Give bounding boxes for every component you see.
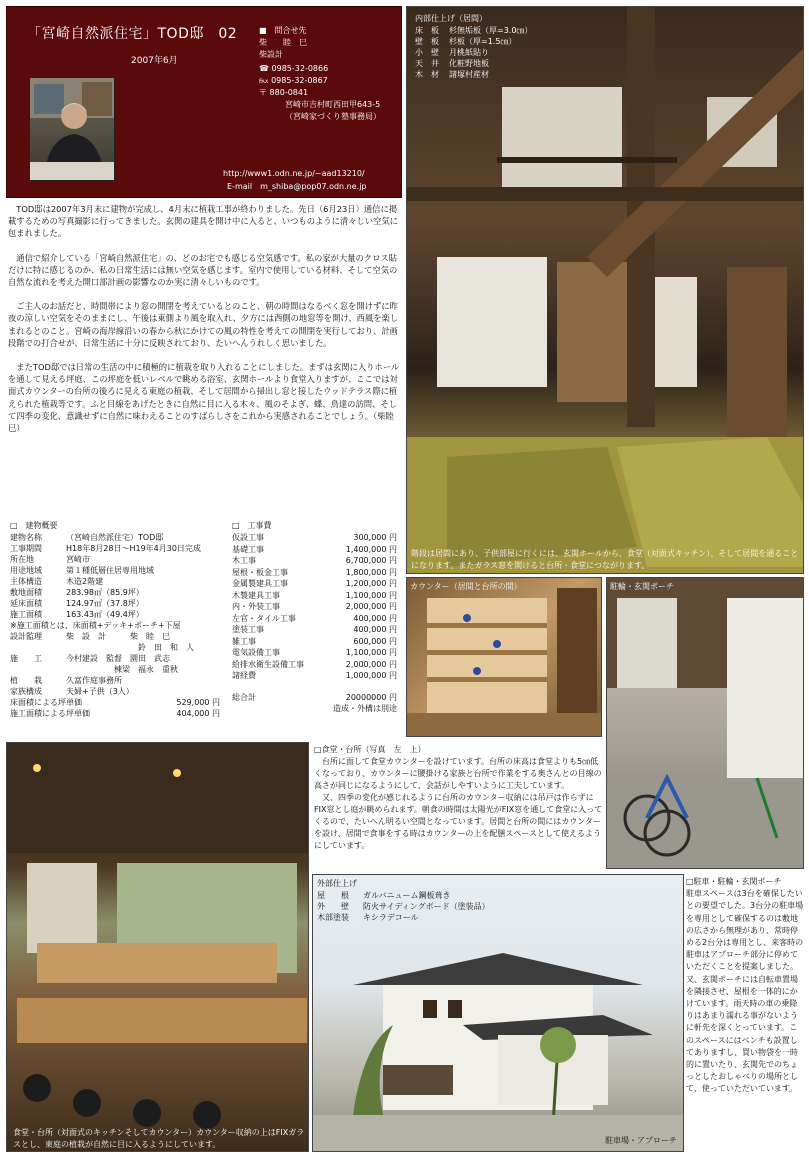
intro-paragraph-3: ご主人のお話だと、時間帯により窓の開閉を考えているとのこと、朝の時間はなるべく窓を開けずに昨夜の涼しい空気をそのままにし、午後は東側より風を取入れ、夕方には西側の地窓等を開け、西風を楽しまれるとのこと。宮崎の海岸線沿いの春から秋にかけての風の特性を考えての開閉を実行しており、計画段階での打合せが、日常生活に十分に反映されており、たいへんうれしく思いました。 (8, 301, 399, 348)
exterior-table (317, 890, 490, 923)
row-value: 第１種低層住居専用地域 (66, 566, 154, 575)
table-row (232, 613, 397, 625)
row-key: 所在地 (10, 555, 34, 564)
row-value: 1,200,000 円 (345, 579, 397, 588)
postal-icon: 〒 (259, 88, 270, 97)
total-value: 20000000 円 (345, 692, 397, 702)
exterior-heading: 外部仕上げ (317, 879, 357, 888)
counter-photo (406, 577, 602, 737)
exterior-finish (317, 878, 567, 923)
row-value: 防火サイディングボード（塗装品） (363, 902, 490, 911)
table-row (232, 659, 397, 671)
row-key: 給排水衛生設備工事 (232, 659, 304, 669)
table-row (415, 25, 532, 36)
credit-key: 家族構成 (10, 687, 42, 696)
intro-paragraph-2: 通信で紹介している「宮崎自然派住宅」の、どのお宅でも感じる空気感です。私の家が大量のクロス貼だけに特に感じるのか、私の日常生活には無い空気を感じます。室内で使用している材料、そして空気の自然な流れを考えた開口部計画の影響なのか実に清々しいものです。 (8, 252, 398, 288)
entry-caption: 駐輪・玄関ポーチ (610, 582, 674, 591)
dining-text (314, 744, 603, 852)
costs-total (232, 692, 397, 715)
row-value: 163.43㎡（49.4坪） (66, 610, 144, 619)
overview-table (10, 532, 201, 620)
table-row (232, 624, 397, 636)
row-value: 宮崎市 (66, 555, 90, 564)
row-key: 左官・タイル工事 (232, 613, 296, 623)
unit-price-table (10, 697, 220, 719)
row-key: 延床面積 (10, 599, 42, 608)
total-label: 総合計 (232, 692, 256, 702)
dining-caption: 食堂・台所（対面式のキッチンそしてカウンター）カウンター収納の上はFIXガラスとし、東庭の植栽が自然に目に入るようにしています。 (13, 1128, 305, 1149)
table-row (317, 901, 490, 912)
row-key: 建物名称 (10, 533, 42, 542)
row-value: 月桃紙貼り (449, 48, 489, 57)
row-value: 1,000,000 円 (345, 671, 397, 680)
table-row (415, 69, 532, 80)
row-key: 用途地域 (10, 566, 42, 575)
dining-photo (6, 742, 309, 1152)
interior-heading: 内部仕上げ（居間） (415, 14, 487, 23)
row-key: 主体構造 (10, 577, 42, 586)
intro-paragraph-1: TOD邸は2007年3月末に建物が完成し、4月末に植栽工事が終わりました。先日（6月23日）通信に掲載するための写真撮影に行ってきました。玄関の建具を開け中に入ると、いつものように清々しい空気に包まれました。 (8, 204, 398, 239)
fax-icon: ℻ (259, 76, 272, 85)
row-key: 天 井 (415, 59, 439, 68)
exterior-caption: 駐車場・アプローチ (605, 1136, 677, 1145)
table-row (10, 576, 201, 587)
row-value: 1,800,000 円 (345, 567, 397, 577)
table-row (232, 647, 397, 659)
credit-value: 夫婦+子供（3人） (66, 687, 134, 696)
credit-key: 植 栽 (10, 676, 42, 685)
counter-image (407, 578, 602, 737)
contact-heading: ■ 問合せ先 (259, 26, 307, 35)
costs-table (232, 532, 397, 682)
costs-note: 造成・外構は別途 (333, 704, 397, 713)
row-key: 壁 板 (415, 37, 439, 46)
row-key: 塗装工事 (232, 625, 264, 634)
contact-info (259, 25, 399, 123)
credit-key: 設計監理 (10, 632, 42, 641)
credit-value: 鈴 田 和 人 (66, 643, 194, 652)
credits-table (10, 631, 194, 697)
overview-heading: □ 建物概要 (10, 521, 58, 530)
row-key: 施工面積 (10, 610, 42, 619)
row-key: 木工事 (232, 556, 256, 565)
credit-value: 棟梁 福永 重秋 (66, 665, 178, 674)
table-row (232, 636, 397, 648)
parking-heading: □駐車・駐輪・玄関ポーチ (686, 877, 782, 886)
table-row (10, 587, 201, 598)
issue-date: 2007年6月 (131, 56, 178, 66)
table-row (10, 598, 201, 609)
phone-icon: ☎ (259, 64, 272, 73)
row-value: 600,000 円 (353, 636, 397, 646)
table-row (232, 532, 397, 544)
parking-text (686, 876, 804, 1096)
living-room-photo (406, 6, 804, 574)
table-row (232, 555, 397, 567)
row-value: H18年8月28日～H19年4月30日完成 (66, 544, 201, 553)
row-key: 床 板 (415, 26, 439, 35)
table-row (232, 590, 397, 602)
row-key: 内・外装工事 (232, 602, 280, 611)
dining-paragraph-2: 又、四季の変化が感じれるように台所のカウンター収納には吊戸は作らずにFIX窓とし庭が眺められます。朝食の時間は太陽光がFIX窓を通して食堂に入ってくるので、たいへん明るい空間となっています。居間と台所の間にはカウンターを設け、居間で食事をする時はカウンターの上を配膳スペースとして使えるようにしています。 (314, 793, 603, 850)
credit-value: 久富作庭事務所 (66, 676, 122, 685)
living-room-caption: 階段は居間にあり、子供部屋に行くには、玄関ホールから、食堂（対面式キッチン）、そして居間を通ることになります。またガラス窓を開けると台所・食堂につながります。 (411, 549, 799, 570)
contact-fax: 0985-32-0867 (271, 76, 328, 85)
table-row (232, 601, 397, 613)
table-row (10, 565, 201, 576)
row-key: 屋 根 (317, 891, 349, 900)
page-title: 「宮崎自然派住宅」TOD邸 02 (27, 26, 238, 42)
row-value: 木造2階建 (66, 577, 104, 586)
table-row (232, 670, 397, 682)
table-row (415, 47, 532, 58)
row-key: 諸経費 (232, 671, 256, 680)
row-key: 基礎工事 (232, 544, 264, 554)
row-value: 6,700,000 円 (345, 556, 397, 565)
contact-address: 宮崎市吉村町西田甲643-5 (285, 100, 381, 109)
counter-caption: カウンター（居間と台所の間） (410, 582, 522, 591)
row-value: 2,000,000 円 (345, 659, 397, 669)
row-value: 1,100,000 円 (345, 590, 397, 600)
row-value: 諸塚村産材 (449, 70, 489, 79)
row-value: 杉無垢板（厚=3.0㎝） (449, 26, 533, 35)
table-row (10, 609, 201, 620)
row-key: 外 壁 (317, 902, 349, 911)
table-row (232, 578, 397, 590)
intro-paragraph-4: またTOD邸では日常の生活の中に積極的に植栽を取り入れることにしました。まずは玄関に入りホールを通して見える坪庭、この坪庭を低いレベルで眺める浴室、玄関ホールより食堂入りますが、ここでは対面式カウンターの台所の後ろに見える東庭の植栽、そして居間から掃出し窓と接したウッドテラス際に植えられた植栽等です。ふと目線をあげたときに自然に目に入る木々、風のそよぎ、蝶、鳥達の訪問、そして四季の変化、意識せずに自然に味わえることのすばらしさをこれから実感されることでしょう。（柴睦巳） (8, 362, 400, 434)
row-value: 化粧野地板 (449, 59, 489, 68)
row-key: 仮設工事 (232, 533, 264, 542)
interior-finish (415, 13, 585, 80)
row-value: 1,100,000 円 (345, 648, 397, 657)
row-value: 124.97㎡（37.8坪） (66, 599, 144, 608)
parking-body: 駐車スペースは3台を確保したいとの要望でした。3台分の駐車場を専用として確保するのは敷地の広さから無理があり、常時停める2台分は専用とし、来客時の駐車はアプローチ部分に停めていただくことを提案しました。又、玄関ポーチには自転車置場を隣接させ、屋根を一体的にかけています。雨天時の車の乗降りはあまり濡れる事がないように軒先を深くとっています。このスペースにはベンチも設置してありますし、買い物袋を一時的に置いたり、玄関先でのちょっとしたおしゃべりの場所として、使っていただいています。 (686, 889, 804, 1094)
row-value: キシラデコール (363, 913, 419, 922)
table-row (10, 554, 201, 565)
row-key: 金属製建具工事 (232, 579, 288, 588)
unit-price-label: 施工面積による坪単価 (10, 709, 90, 718)
header-panel (6, 6, 402, 198)
unit-price-value: 529,000 円 (176, 698, 220, 707)
overview-note: ※施工面積とは、床面積+デッキ+ポーチ+下屋 (10, 621, 181, 630)
dining-heading: □食堂・台所（写真 左 上） (314, 745, 426, 754)
table-row (232, 567, 397, 579)
author-photo (29, 77, 115, 181)
contact-zip: 880-0841 (269, 88, 309, 97)
website-link[interactable]: http://www1.odn.ne.jp/~aad13210/ (223, 169, 365, 178)
dining-image (7, 743, 309, 1152)
credit-value: 今村建設 監督 園田 武志 (66, 654, 170, 663)
table-row (415, 58, 532, 69)
row-value: 1,400,000 円 (345, 544, 397, 554)
credit-key: 施 工 (10, 654, 42, 663)
row-value: 400,000 円 (353, 613, 397, 623)
costs-heading: □ 工事費 (232, 521, 272, 530)
dining-paragraph-1: 台所に面して食堂カウンターを設けています。台所の床高は食堂よりも5㎝低くなっており、カウンターに腰掛ける家族と台所で作業をする奥さんとの目線の高さが同じになるようにして、会話がしやすいように工夫しています。 (314, 757, 602, 790)
table-row (317, 890, 490, 901)
portrait-image (30, 78, 115, 181)
construction-costs (232, 520, 400, 715)
living-room-image (407, 7, 804, 574)
row-key: 木製建具工事 (232, 590, 280, 600)
web-contact (223, 167, 367, 193)
row-value: 2,000,000 円 (345, 602, 397, 611)
contact-tel: 0985-32-0866 (271, 64, 329, 73)
exterior-photo (312, 874, 684, 1152)
building-overview (10, 520, 225, 719)
row-key: 雑工事 (232, 636, 256, 646)
row-key: 敷地面積 (10, 588, 42, 597)
row-key: 工事期間 (10, 544, 42, 553)
table-row (10, 543, 201, 554)
entry-porch-photo (606, 577, 804, 869)
contact-name: 柴 睦 巳 (259, 38, 307, 47)
row-key: 屋根・板金工事 (232, 567, 288, 577)
table-row (317, 912, 490, 923)
credit-value: 柴 設 計 柴 睦 巳 (66, 632, 170, 641)
row-value: 300,000 円 (353, 533, 397, 542)
interior-table (415, 25, 532, 80)
intro-text (8, 203, 402, 434)
entry-porch-image (607, 578, 804, 869)
unit-price-value: 404,000 円 (176, 709, 220, 718)
table-row (415, 36, 532, 47)
row-key: 電気設備工事 (232, 648, 280, 657)
row-value: （宮崎自然派住宅）TOD邸 (66, 533, 164, 542)
unit-price-label: 床面積による坪単価 (10, 698, 82, 707)
table-row (232, 544, 397, 556)
row-key: 小 壁 (415, 48, 439, 57)
table-row (10, 532, 201, 543)
email-link[interactable]: E-mail m_shiba@pop07.odn.ne.jp (227, 182, 367, 191)
row-key: 木 材 (415, 70, 439, 79)
row-value: 400,000 円 (353, 625, 397, 634)
contact-org: （宮崎家づくり塾事務局） (285, 112, 381, 121)
row-value: 283.98㎡（85.9坪） (66, 588, 144, 597)
row-key: 木部塗装 (317, 913, 349, 922)
row-value: 杉板（厚=1.5㎝） (449, 37, 517, 46)
contact-company: 柴設計 (259, 50, 283, 59)
row-value: ガルバニューム鋼板葺き (363, 891, 451, 900)
